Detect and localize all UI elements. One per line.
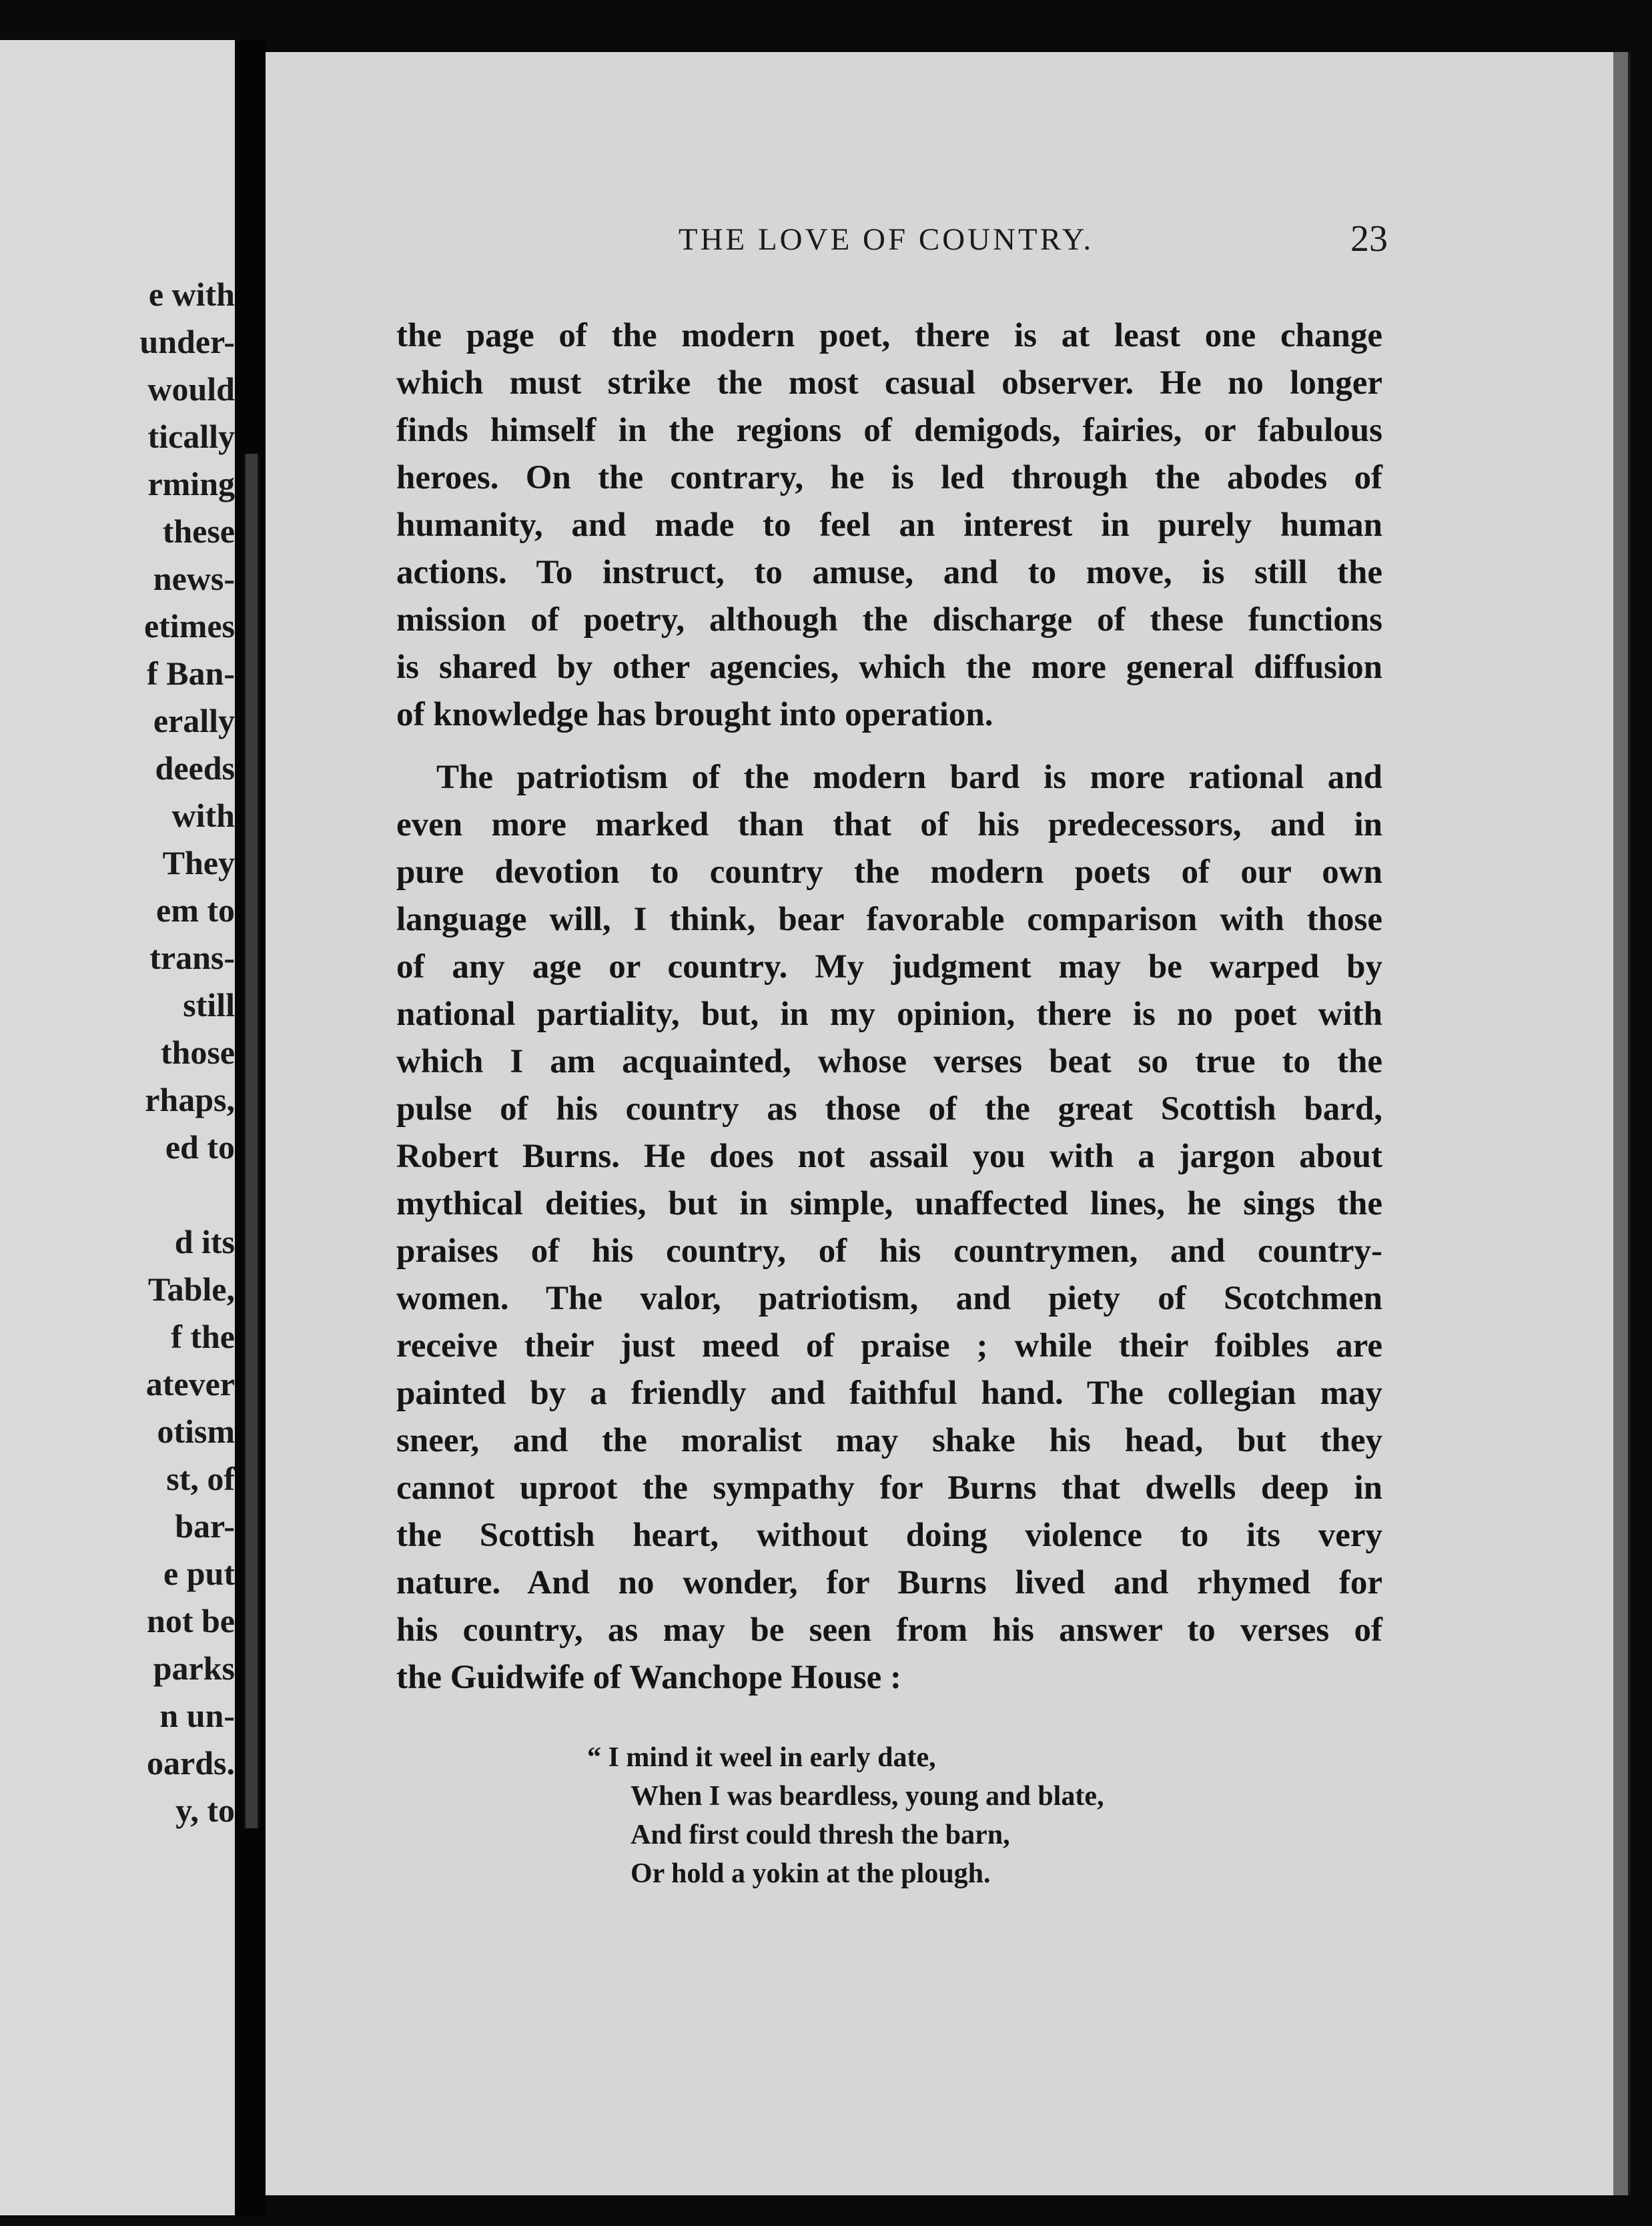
left-page-fragment: tically: [147, 418, 235, 455]
left-page-fragment: not be: [147, 1602, 235, 1639]
text-line: of any age or country. My judgment may be warped by: [396, 948, 1382, 986]
left-page-fragment: y, to: [175, 1792, 235, 1829]
left-page-fragment: with: [171, 797, 235, 834]
text-line: the page of the modern poet, there is at least one change: [396, 317, 1382, 354]
left-page-fragment: st, of: [166, 1460, 235, 1497]
left-page-fragment: these: [162, 512, 235, 550]
text-line: even more marked than that of his predecessors, and in: [396, 806, 1382, 843]
left-page-fragment: em to: [156, 891, 235, 929]
text-line: pure devotion to country the modern poets of our own: [396, 853, 1382, 891]
left-page-fragment: under-: [139, 323, 235, 360]
left-page-fragment: trans-: [149, 939, 235, 976]
text-line: the Scottish heart, without doing violence to its very: [396, 1517, 1382, 1554]
left-page-fragment: d its: [174, 1223, 235, 1260]
text-line: is shared by other agencies, which the more general diffusion: [396, 649, 1382, 686]
left-page-fragment: those: [160, 1034, 235, 1071]
left-page-fragment: rming: [147, 465, 235, 502]
text-line: of knowledge has brought into operation.: [396, 696, 993, 733]
text-line: mission of poetry, although the discharge of these functions: [396, 601, 1382, 639]
binding-thread: [244, 454, 260, 1828]
left-page-fragment: They: [162, 844, 235, 881]
text-line: sneer, and the moralist may shake his head, but they: [396, 1422, 1382, 1459]
page-number: 23: [1350, 218, 1388, 260]
left-page-fragment: parks: [153, 1649, 235, 1687]
text-line: which must strike the most casual observer. He no longer: [396, 364, 1382, 402]
running-head: THE LOVE OF COUNTRY.: [678, 222, 1094, 257]
left-page-fragment: f Ban-: [147, 655, 235, 692]
previous-page-strip: [0, 40, 235, 2215]
text-line: pulse of his country as those of the great Scottish bard,: [396, 1090, 1382, 1128]
text-line: heroes. On the contrary, he is led through the abodes of: [396, 459, 1382, 496]
left-page-fragment: oards.: [147, 1744, 235, 1782]
verse-line: When I was beardless, young and blate,: [631, 1781, 1104, 1812]
left-page-fragment: erally: [153, 702, 235, 739]
text-line: nature. And no wonder, for Burns lived and rhymed for: [396, 1564, 1382, 1601]
left-page-fragment: bar-: [175, 1507, 235, 1545]
text-line: receive their just meed of praise ; while their foibles are: [396, 1327, 1382, 1365]
text-line: finds himself in the regions of demigods, fairies, or fabulous: [396, 412, 1382, 449]
verse-line: Or hold a yokin at the plough.: [631, 1858, 991, 1889]
text-line: Robert Burns. He does not assail you with a jargon about: [396, 1138, 1382, 1175]
left-page-fragment: f the: [171, 1318, 235, 1355]
left-page-fragment: etimes: [143, 607, 235, 645]
text-line: women. The valor, patriotism, and piety of Scotchmen: [396, 1280, 1382, 1317]
left-page-fragment: e put: [163, 1555, 235, 1592]
text-line: humanity, and made to feel an interest in purely human: [396, 506, 1382, 544]
left-page-fragment: atever: [145, 1365, 235, 1403]
text-line: national partiality, but, in my opinion, there is no poet with: [396, 996, 1382, 1033]
left-page-fragment: e with: [148, 276, 235, 313]
left-page-fragment: would: [147, 370, 235, 408]
left-page-fragment: still: [183, 986, 235, 1024]
text-line: praises of his country, of his countrymen, and country-: [396, 1232, 1382, 1270]
verse-line: And first could thresh the barn,: [631, 1820, 1010, 1850]
page-edge: [1613, 52, 1631, 2195]
text-line: his country, as may be seen from his answer to verses of: [396, 1611, 1382, 1649]
text-line: The patriotism of the modern bard is more rational and: [436, 759, 1382, 796]
left-page-fragment: otism: [157, 1413, 235, 1450]
left-page-fragment: deeds: [155, 749, 235, 787]
text-line: which I am acquainted, whose verses beat so true to the: [396, 1043, 1382, 1080]
left-page-fragment: n un-: [159, 1697, 235, 1734]
left-page-fragment: Table,: [147, 1270, 235, 1308]
left-page-fragment: ed to: [165, 1128, 235, 1166]
text-line: actions. To instruct, to amuse, and to move, is still the: [396, 554, 1382, 591]
left-page-fragment: rhaps,: [145, 1081, 235, 1118]
text-line: cannot uproot the sympathy for Burns that dwells deep in: [396, 1469, 1382, 1507]
text-line: painted by a friendly and faithful hand. The collegian may: [396, 1375, 1382, 1412]
text-line: mythical deities, but in simple, unaffected lines, he sings the: [396, 1185, 1382, 1222]
left-page-fragment: news-: [153, 560, 235, 597]
text-line: language will, I think, bear favorable comparison with those: [396, 901, 1382, 938]
text-line: the Guidwife of Wanchope House :: [396, 1659, 902, 1696]
verse-line: “ I mind it weel in early date,: [587, 1742, 936, 1773]
